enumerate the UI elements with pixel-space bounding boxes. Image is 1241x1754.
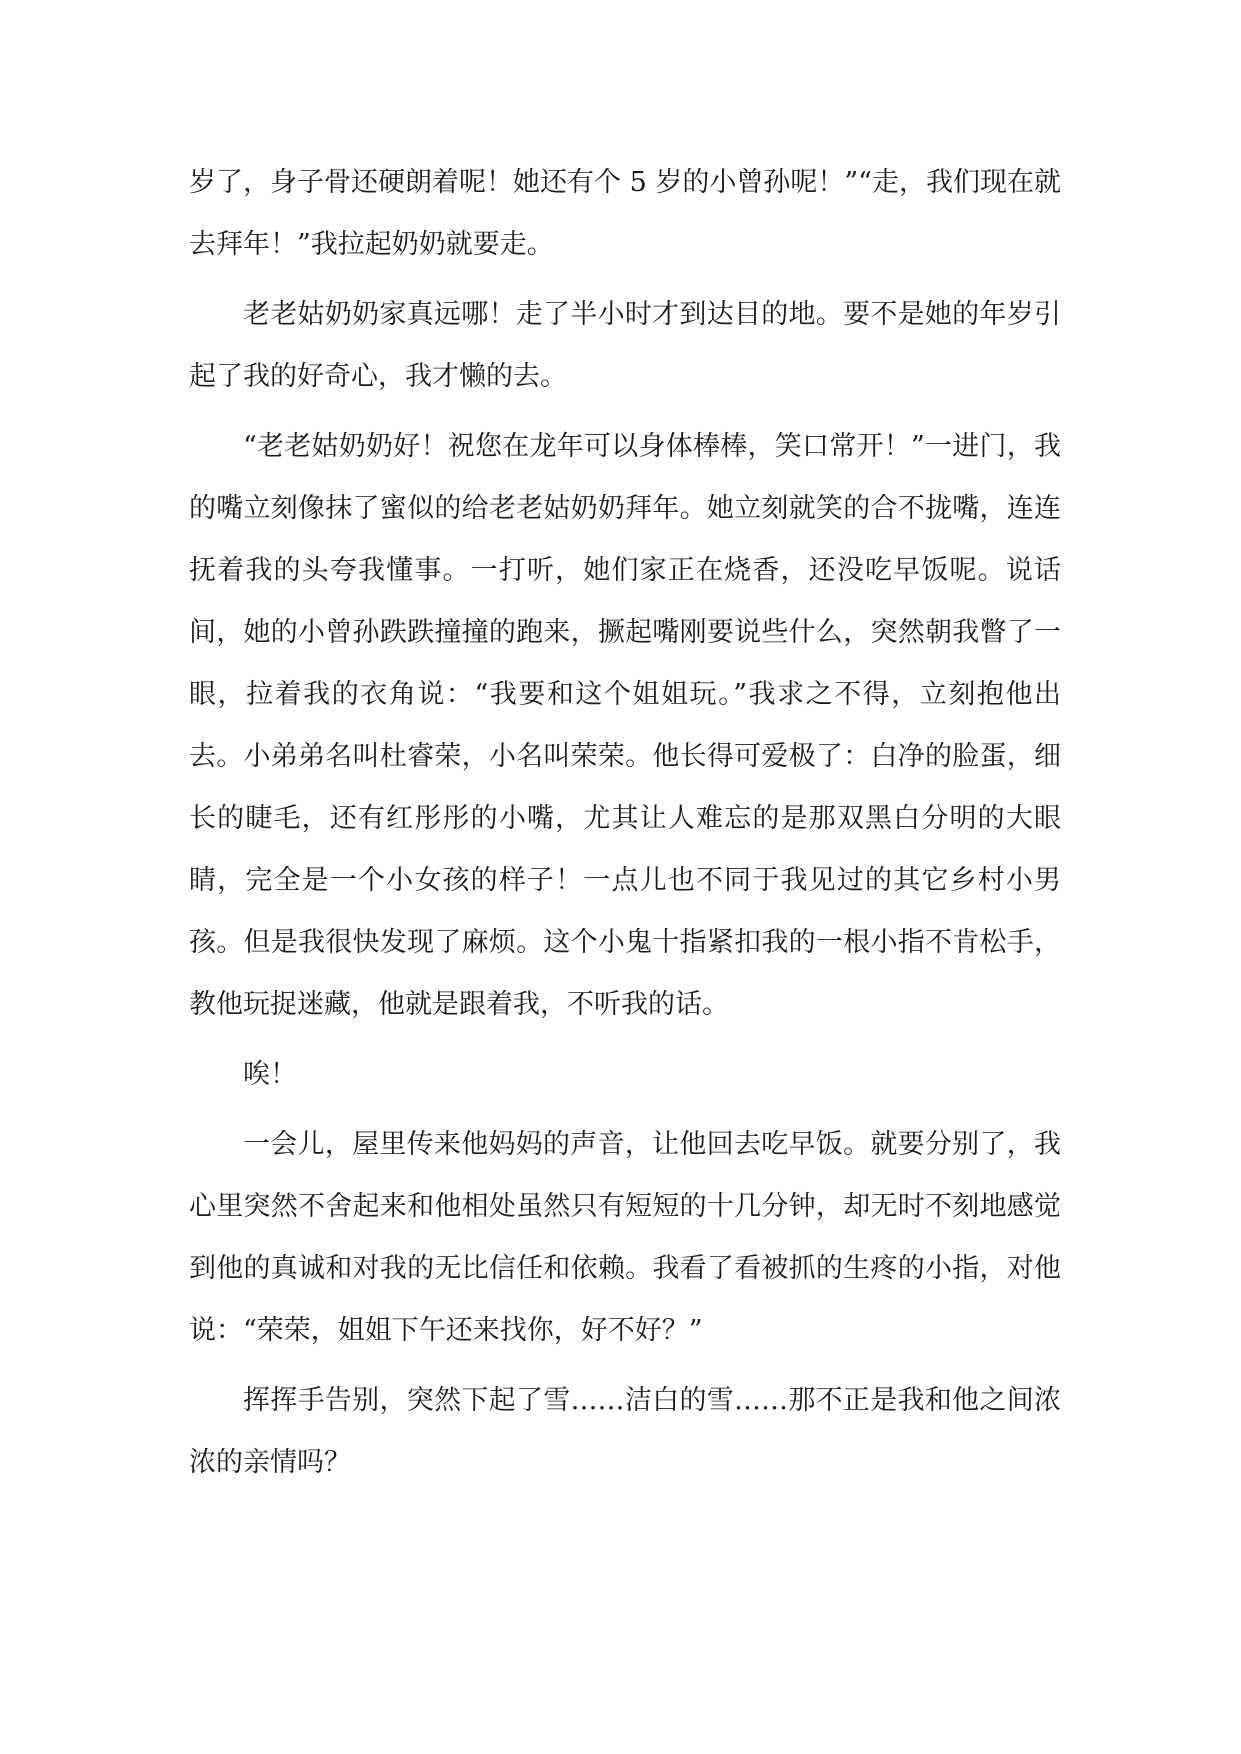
paragraph-4: 唉！ [243,1059,297,1090]
paragraph-6: 挥挥手告别，突然下起了雪……洁白的雪……那不正是我和他之间浓浓的亲情吗？ [189,1385,1061,1478]
paragraph-3: “老老姑奶奶好！祝您在龙年可以身体棒棒，笑口常开！”一进门，我的嘴立刻像抹了蜜似的给老老姑奶奶拜年。她立刻就笑的合不拢嘴，连连抚着我的头夸我懂事。一打听，她们家正在烧香，还没吃早饭呢。说话间，她的小曾孙跌跌撞撞的跑来，撅起嘴刚要说些什么，突然朝我瞥了一眼，拉着我的衣角说：“我要和这个姐姐玩。”我求之不得，立刻抱他出去。小弟弟名叫杜睿荣，小名叫荣荣。他长得可爱极了：白净的脸蛋，细长的睫毛，还有红彤彤的小嘴，尤其让人难忘的是那双黑白分明的大眼睛，完全是一个小女孩的样子！一点儿也不同于我见过的其它乡村小男孩。但是我很快发现了麻烦。这个小鬼十指紧扣我的一根小指不肯松手，教他玩捉迷藏，他就是跟着我，不听我的话。 [189,431,1061,1020]
paragraph-2: 老老姑奶奶家真远哪！走了半小时才到达目的地。要不是她的年岁引起了我的好奇心，我才懒的去。 [189,299,1061,392]
paragraph-1: 岁了，身子骨还硬朗着呢！她还有个 5 岁的小曾孙呢！”“走，我们现在就去拜年！”我拉起奶奶就要走。 [189,167,1061,260]
paragraph-5: 一会儿，屋里传来他妈妈的声音，让他回去吃早饭。就要分别了，我心里突然不舍起来和他相处虽然只有短短的十几分钟，却无时不刻地感觉到他的真诚和对我的无比信任和依赖。我看了看被抓的生疼的小指，对他说：“荣荣，姐姐下午还来找你，好不好？” [189,1129,1061,1346]
document-body [189,152,1061,1502]
